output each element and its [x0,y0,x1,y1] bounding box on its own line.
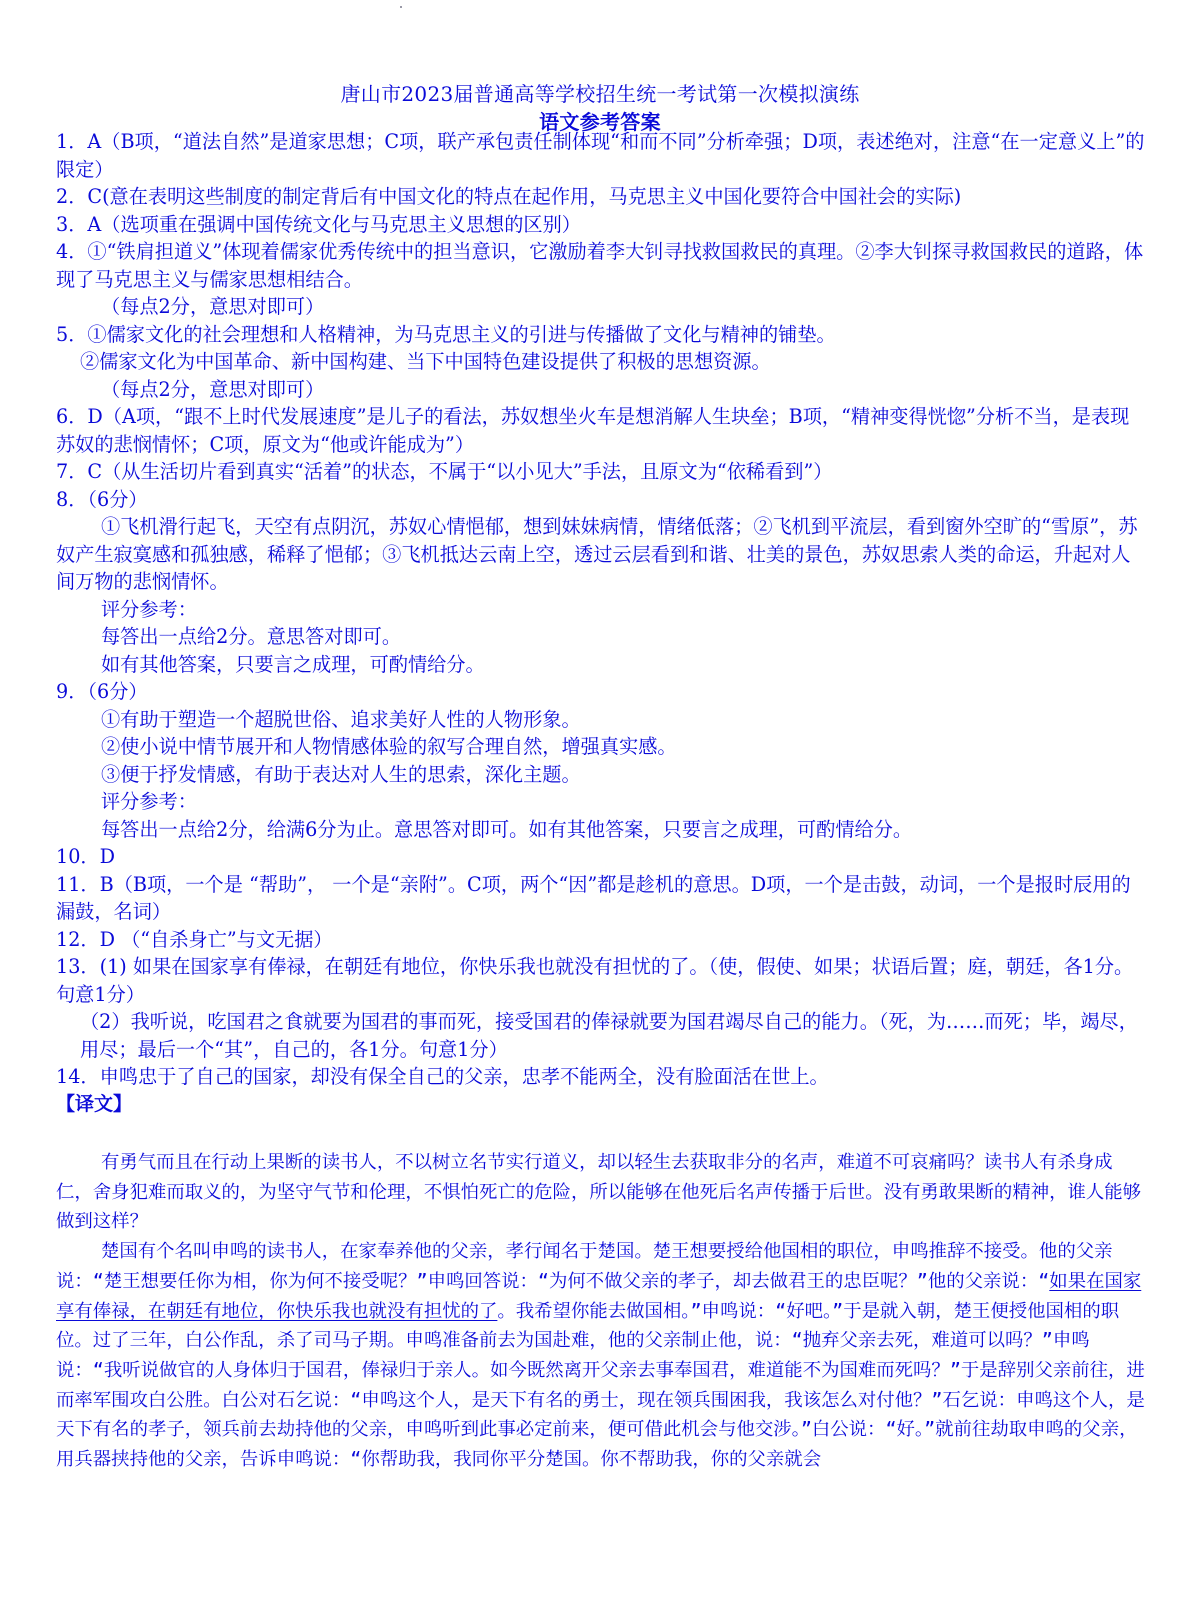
answer-9-scoring-1: 每答出一点给2分，给满6分为止。意思答对即可。如有其他答案，只要言之成理，可酌情给分。 [101,817,913,841]
answer-14: 14．申鸣忠于了自己的国家，却没有保全自己的父亲，忠孝不能两全，没有脸面活在世上。 [56,1065,829,1088]
answer-8-scoring-label: 评分参考： [101,597,197,621]
translation-text: 楚国有个名叫申鸣的读书人，在家奉养他的父亲，孝行闻名于楚国。楚王想要授给他国相的职位，申鸣推辞不接受。他的父亲说：“楚王想要任你为相，你为何不接受呢？”申鸣回答说：“为何不做父亲的孝子，却去做君王的忠臣呢？”他的父亲说：“ [56,1241,1113,1292]
answer-3: 3．A（选项重在强调中国传统文化与马克思主义思想的区别） [56,212,581,236]
answer-9-heading: 9．（6分） [56,680,148,703]
translation-text-continued: 。我希望你能去做国相。”申鸣说：“好吧。”于是就入朝，楚王便授他国相的职位。过了三年，白公作乱，杀了司马子期。申鸣准备前去为国赴难，他的父亲制止他，说：“抛弃父亲去死，难道可以吗？”申鸣说：“我听说做官的人身体归于国君，俸禄归于亲人。如今既然离开父亲去事奉国君，难道能不为国难而死吗？”于是辞别父亲前往，进而率军围攻白公胜。白公对石乞说：“申鸣这个人，是天下有名的勇士，现在领兵围困我，我该怎么对付他？”石乞说：申鸣这个人，是天下有名的孝子，领兵前去劫持他的父亲，申鸣听到此事必定前来，便可借此机会与他交涉。”白公说：“好。”就前往劫取申鸣的父亲，用兵器挟持他的父亲，告诉申鸣说：“你帮助我，我同你平分楚国。你不帮助我，你的父亲就会 [56,1300,1145,1471]
answer-11: 11．B（B项，一个是 “帮助”， 一个是“亲附”。C项，两个“因”都是趁机的意思。D项，一个是击鼓，动词，一个是报时辰用的漏鼓，名词） [56,872,1131,923]
answer-9-point-3: ③便于抒发情感，有助于表达对人生的思索，深化主题。 [101,762,581,786]
answer-10: 10．D [56,845,115,868]
answer-9-point-1: ①有助于塑造一个超脱世俗、追求美好人性的人物形象。 [101,707,581,731]
scan-speck [400,6,402,8]
document-title: 唐山市2023届普通高等学校招生统一考试第一次模拟演练 [340,82,860,106]
answer-8-scoring-1: 每答出一点给2分。意思答对即可。 [101,625,402,648]
answer-5-point-1: 5．①儒家文化的社会理想和人格精神，为马克思主义的引进与传播做了文化与精神的铺垫。 [56,322,836,346]
answer-12: 12．D （“自杀身亡”与文无据） [56,927,333,951]
answer-4: 4．①“铁肩担道义”体现着儒家优秀传统中的担当意识，它激励着李大钊寻找救国救民的真理。②李大钊探寻救国救民的道路，体现了马克思主义与儒家思想相结合。 [56,240,1144,291]
answer-8-heading: 8．（6分） [56,487,148,511]
answer-8-body: ①飞机滑行起飞，天空有点阴沉，苏奴心情悒郁，想到妹妹病情，情绪低落；②飞机到平流层，看到窗外空旷的“雪原”，苏奴产生寂寞感和孤独感，稀释了悒郁；③飞机抵达云南上空，透过云层看到和谐、壮美的景色，苏奴思索人类的命运，升起对人间万物的悲悯情怀。 [56,515,1138,593]
document-subtitle: 语文参考答案 [539,110,661,134]
underlined-sentence: 如果在国家享有俸禄，在朝廷有地位，你快乐我也就没有担忧的了 [56,1270,1142,1322]
answer-7: 7．C（从生活切片看到真实“活着”的状态，不属于“以小见大”手法，且原文为“依稀看到”） [56,460,833,483]
translation-section [56,1148,1146,1475]
answer-2: 2．C(意在表明这些制度的制定背后有中国文化的特点在起作用，马克思主义中国化要符合中国社会的实际) [56,185,962,208]
answer-6: 6．D（A项，“跟不上时代发展速度”是儿子的看法，苏奴想坐火车是想消解人生块垒；B项，“精神变得恍惚”分析不当，是表现苏奴的悲悯情怀；C项，原文为“他或许能成为”） [56,405,1130,456]
answer-8-scoring-2: 如有其他答案，只要言之成理，可酌情给分。 [101,652,485,676]
translation-heading: 【译文】 [56,1092,133,1115]
answer-5-scoring: （每点2分，意思对即可） [101,377,325,401]
answers-section [56,128,1146,1118]
translation-paragraph-2 [56,1237,1146,1475]
answer-13-part-2: （2）我听说，吃国君之食就要为国君的事而死，接受国君的俸禄就要为国君竭尽自己的能力。（死，为……而死；毕，竭尽，用尽；最后一个“其”，自己的，各1分。句意1分） [80,1010,1138,1061]
translation-paragraph-1: 有勇气而且在行动上果断的读书人，不以树立名节实行道义，却以轻生去获取非分的名声，难道不可哀痛吗？读书人有杀身成仁，舍身犯难而取义的，为坚守气节和伦理，不惧怕死亡的危险，所以能够在他死后名声传播于后世。没有勇敢果断的精神，谁人能够做到这样？ [56,1152,1142,1233]
answer-9-scoring-label: 评分参考： [101,790,197,813]
answer-9-point-2: ②使小说中情节展开和人物情感体验的叙写合理自然，增强真实感。 [101,735,677,758]
answer-13-part-1: 13．(1) 如果在国家享有俸禄，在朝廷有地位，你快乐我也就没有担忧的了。（使，假使、如果；状语后置；庭，朝廷，各1分。句意1分） [56,955,1134,1006]
answer-4-scoring: （每点2分，意思对即可） [101,295,325,318]
answer-5-point-2: ②儒家文化为中国革命、新中国构建、当下中国特色建设提供了积极的思想资源。 [80,350,771,373]
answer-1: 1．A（B项，“道法自然”是道家思想；C项，联产承包责任制体现“和而不同”分析牵强；D项，表述绝对，注意“在一定意义上”的限定） [56,130,1145,181]
